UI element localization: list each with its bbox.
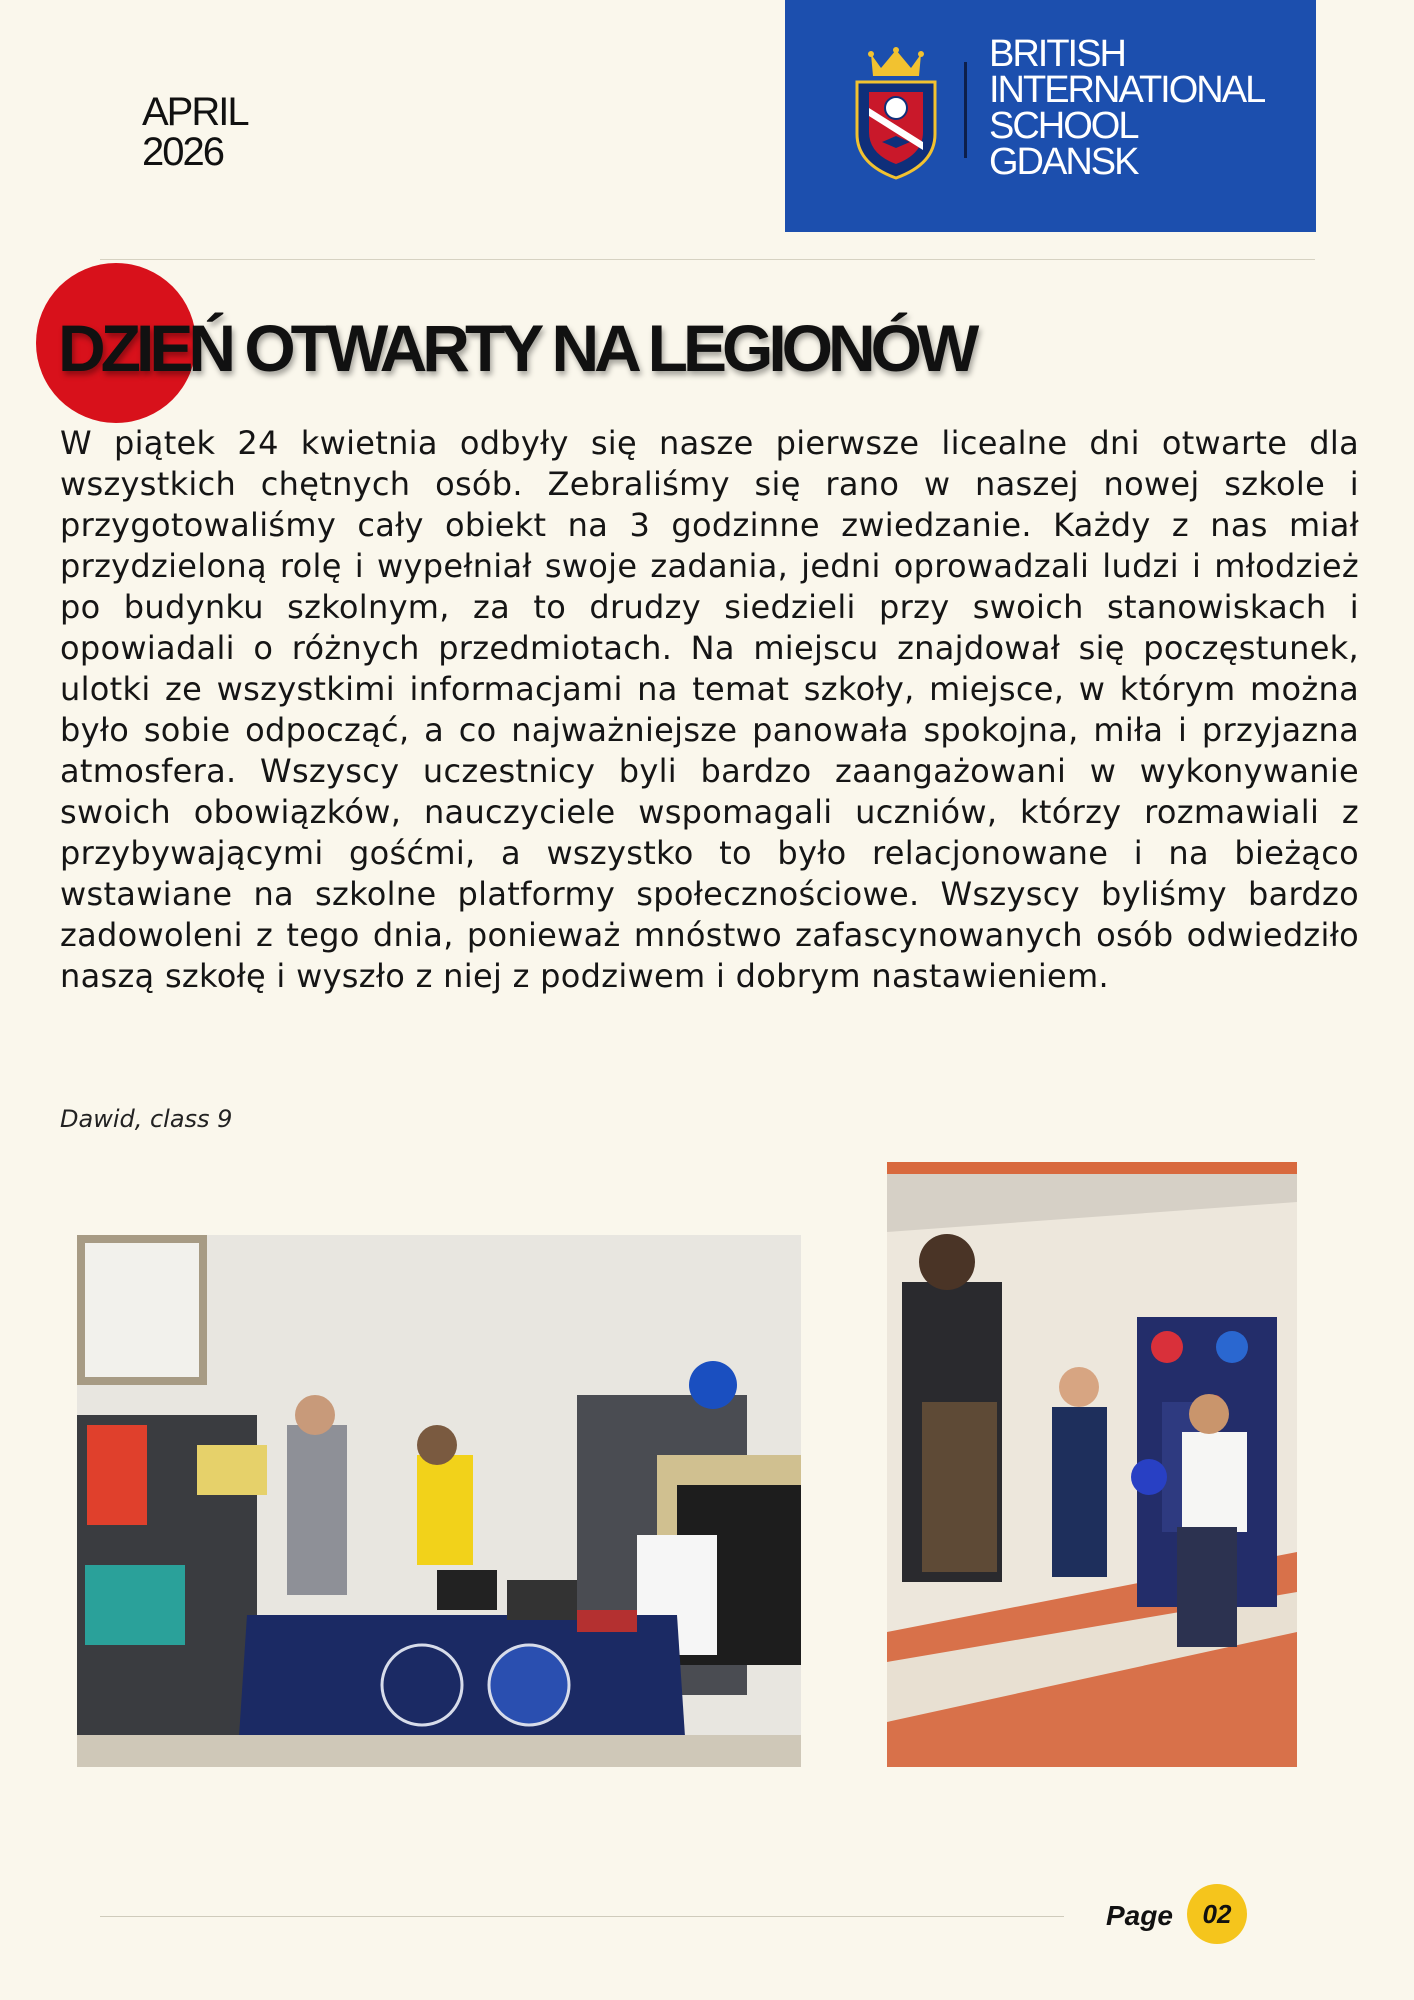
photo-open-day-stand [77,1235,801,1767]
article-title: DZIEŃ OTWARTY NA LEGIONÓW [58,311,975,385]
school-name-line-2: INTERNATIONAL [989,69,1265,111]
school-brand-banner [785,0,1316,232]
header-divider [100,259,1315,260]
article-body: W piątek 24 kwietnia odbyły się nasze pierwsze licealne dni otwarte dla wszystkich chętnych osób. Zebraliśmy się rano w naszej nowej szkole i przygotowaliśmy cały obiekt na 3 godzinne zwiedzanie. Każdy z nas miał przydzieloną rolę i wypełniał swoje zadania, jedni oprowadzali ludzi i młodzież po budynku szkolnym, za to drudzy siedzieli przy swoich stanowiskach i opowiadali o różnych przedmiotach. Na miejscu znajdował się poczęstunek, ulotki ze wszystkimi informacjami na temat szkoły, miejsce, w którym można było sobie odpocząć, a co najważniejsze panowała spokojna, miła i przyjazna atmosfera. Wszyscy uczestnicy byli bardzo zaangażowani w wykonywanie swoich obowiązków, nauczyciele wspomagali uczniów, którzy rozmawiali z przybywającymi gośćmi, a wszystko to było relacjonowane i na bieżąco wstawiane na szkolne platformy społecznościowe. Wszyscy byliśmy bardzo zadowoleni z tego dnia, ponieważ mnóstwo zafascynowanych osób odwiedziło naszą szkołę i wyszło z niej z podziwem i dobrym nastawieniem. [60,424,1359,995]
issue-year: 2026 [142,130,223,174]
school-crest-logo [851,46,941,181]
school-name [989,33,1265,183]
article-author: Dawid, class 9 [60,1105,233,1133]
issue-date [142,92,248,172]
school-name-line-4: GDANSK [989,141,1138,183]
school-name-line-3: SCHOOL [989,105,1138,147]
photo-hallway-banner [887,1162,1297,1767]
school-name-line-1: BRITISH [989,33,1125,75]
page-label: Page [1106,1900,1173,1931]
issue-month: APRIL [142,90,248,134]
brand-divider [964,62,967,158]
page-number-badge: 02 [1187,1884,1247,1944]
footer-divider [100,1916,1064,1917]
